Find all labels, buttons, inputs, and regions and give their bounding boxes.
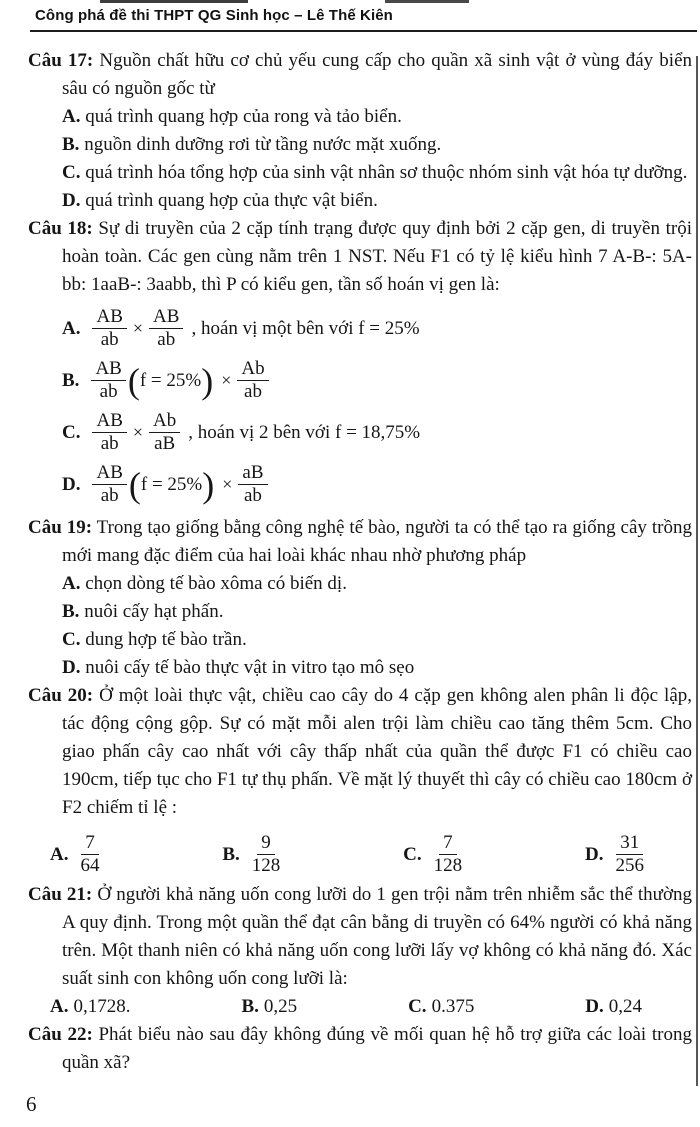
option-label: C.: [62, 162, 81, 183]
question-17-option-b: [28, 131, 692, 159]
question-18-option-a: [28, 306, 692, 351]
question-19-text: Trong tạo giống bằng công nghệ tế bào, người ta có thể tạo ra giống cây trồng mới mang đặc điểm của hai loài khác nhau nhờ phương pháp: [62, 517, 692, 566]
fraction-numerator: AB: [149, 306, 183, 329]
option-text: 0,24: [608, 996, 642, 1017]
multiply-sign: ×: [132, 318, 144, 338]
numeric-fraction: [76, 832, 103, 877]
option-text: quá trình quang hợp của rong và tảo biển.: [85, 106, 402, 127]
genotype-fraction: [92, 462, 126, 507]
option-text: 0.375: [431, 996, 475, 1017]
option-label: D.: [62, 473, 81, 495]
question-20-option-d: [585, 832, 648, 877]
genotype-fraction: [149, 306, 183, 351]
scan-artifact-top-mid: [385, 0, 469, 3]
frequency-text: ( f = 25%: [139, 369, 202, 391]
option-label: C.: [62, 421, 81, 443]
question-17-stem: [28, 47, 692, 103]
fraction-denominator: ab: [244, 381, 262, 402]
question-22-label: Câu 22:: [28, 1024, 93, 1045]
header-rule: [30, 30, 697, 32]
multiply-sign: ×: [221, 370, 232, 390]
option-text: quá trình hóa tổng hợp của sinh vật nhân sơ thuộc nhóm sinh vật hóa tự dưỡng.: [85, 162, 688, 183]
question-21-stem: [28, 881, 692, 993]
fraction-numerator: aB: [238, 462, 267, 485]
numeric-fraction: [611, 832, 648, 877]
option-label: A.: [62, 573, 81, 594]
question-21-option-d: [585, 993, 642, 1021]
fraction-denominator: ab: [157, 329, 176, 350]
question-21-label: Câu 21:: [28, 884, 93, 905]
genotype-fraction: [238, 462, 267, 507]
fraction-numerator: 31: [616, 832, 643, 855]
question-20-option-a: [50, 832, 103, 877]
option-label: B.: [222, 843, 240, 865]
option-label: D.: [584, 843, 604, 865]
question-19-option-d: [28, 654, 692, 682]
option-label: B.: [62, 134, 80, 155]
option-label: C.: [62, 629, 81, 650]
option-text: 0,1728.: [73, 996, 131, 1017]
fraction-numerator: 9: [257, 832, 275, 855]
question-21-options-row: [28, 993, 642, 1021]
genotype-fraction: [91, 358, 125, 403]
option-label: A.: [50, 843, 69, 865]
option-label: C.: [408, 996, 427, 1017]
option-text: nuôi cấy hạt phấn.: [84, 601, 224, 622]
frequency-parenthetical: [129, 467, 214, 503]
question-22-text: Phát biểu nào sau đây không đúng về mối quan hệ hỗ trợ giữa các loài trong quần xã?: [62, 1024, 692, 1073]
question-20-option-c: [403, 832, 466, 877]
fraction-denominator: ab: [244, 485, 262, 506]
exam-content: [28, 47, 692, 1077]
genotype-fraction: [92, 410, 126, 455]
page-header-title: Công phá đề thi THPT QG Sinh học – Lê Thế Kiên: [35, 7, 393, 24]
question-17-option-d: [28, 187, 692, 215]
question-19-option-c: [28, 626, 692, 654]
fraction-numerator: AB: [92, 462, 126, 485]
scan-page-edge-line: [696, 56, 698, 1086]
question-21-option-b: [241, 993, 297, 1021]
option-tail-text: , hoán vị 2 bên với f = 18,75%: [188, 421, 421, 443]
fraction-numerator: 7: [81, 832, 99, 855]
question-19-stem: [28, 514, 692, 570]
question-18-option-d: [28, 462, 692, 507]
question-18-option-c: [28, 410, 692, 455]
fraction-denominator: aB: [154, 433, 176, 454]
question-18-stem: [28, 215, 692, 299]
option-text: nguồn dinh dưỡng rơi từ tầng nước mặt xuống.: [84, 134, 442, 155]
genotype-fraction: [92, 306, 126, 351]
fraction-denominator: 256: [615, 855, 644, 876]
question-19-option-b: [28, 598, 692, 626]
fraction-numerator: 7: [439, 832, 457, 855]
question-17-option-c: [28, 159, 692, 187]
fraction-denominator: 128: [433, 855, 463, 876]
option-label: C.: [403, 843, 422, 865]
question-18-label: Câu 18:: [28, 218, 93, 239]
question-20-stem: [28, 682, 692, 822]
question-21-text: Ở người khả năng uốn cong lưỡi do 1 gen trội nằm trên nhiễm sắc thể thường A quy định. Trong một quần thể đạt cân bằng di truyền có 64% người có khả năng trên. Một thanh niên có khả năng uốn cong lưỡi lấy vợ không có khả năng đó. Xác suất sinh con không uốn cong lưỡi là:: [62, 884, 693, 989]
question-18-text: Sự di truyền của 2 cặp tính trạng được quy định bởi 2 cặp gen, di truyền trội hoàn toàn. Các gen cùng nằm trên 1 NST. Nếu F1 có tỷ lệ kiểu hình 7 A-B-: 5A-bb: 1aaB-: 3aabb, thì P có kiểu gen, tần số hoán vị gen là:: [62, 218, 692, 295]
option-text: 0,25: [263, 996, 298, 1017]
option-label: B.: [62, 369, 80, 391]
option-label: D.: [62, 657, 81, 678]
option-text: chọn dòng tế bào xôma có biến dị.: [85, 573, 347, 594]
question-17-label: Câu 17:: [28, 50, 94, 71]
option-tail-text: , hoán vị một bên với f = 25%: [191, 317, 420, 339]
question-21-option-c: [408, 993, 474, 1021]
fraction-numerator: AB: [92, 410, 126, 433]
question-21-option-a: [50, 993, 130, 1021]
option-label: B.: [62, 601, 80, 622]
fraction-denominator: ab: [100, 485, 119, 506]
frequency-text: ( f = 25%: [140, 473, 203, 495]
question-20-text: Ở một loài thực vật, chiều cao cây do 4 cặp gen không alen phân li độc lập, tác động cộng gộp. Sự có mặt mỗi alen trội làm chiều cao tăng thêm 5cm. Cho giao phấn cây cao nhất với cây thấp nhất của quần thể được F1 có chiều cao 190cm, tiếp tục cho F1 tự thụ phấn. Về mặt lý thuyết thì cây có chiều cao 180cm ở F2 chiếm tỉ lệ :: [62, 685, 693, 818]
genotype-fraction: [237, 358, 268, 403]
fraction-numerator: Ab: [237, 358, 268, 381]
numeric-fraction: [248, 832, 285, 877]
fraction-numerator: AB: [91, 358, 125, 381]
page-number: 6: [26, 1092, 37, 1116]
question-20-option-b: [222, 832, 284, 877]
fraction-denominator: 128: [251, 855, 281, 876]
question-17-text: Nguồn chất hữu cơ chủ yếu cung cấp cho quần xã sinh vật ở vùng đáy biển sâu có nguồn gốc từ: [62, 50, 693, 99]
multiply-sign: ×: [132, 422, 144, 442]
genotype-fraction: [149, 410, 180, 455]
option-label: D.: [62, 190, 81, 211]
question-19-label: Câu 19:: [28, 517, 93, 538]
option-label: D.: [585, 996, 604, 1017]
frequency-parenthetical: [128, 363, 213, 399]
question-22-stem: [28, 1021, 692, 1077]
fraction-denominator: ab: [99, 381, 118, 402]
multiply-sign: ×: [222, 474, 233, 494]
question-19-option-a: [28, 570, 692, 598]
question-20-options-row: [28, 832, 648, 877]
scan-artifact-top-left: [100, 0, 248, 3]
option-label: A.: [50, 996, 69, 1017]
option-text: nuôi cấy tế bào thực vật in vitro tạo mô sẹo: [85, 657, 415, 678]
fraction-numerator: Ab: [149, 410, 180, 433]
option-label: A.: [62, 317, 81, 339]
option-text: dung hợp tế bào trần.: [85, 629, 247, 650]
option-label: A.: [62, 106, 81, 127]
fraction-denominator: ab: [100, 329, 119, 350]
fraction-denominator: ab: [100, 433, 119, 454]
fraction-numerator: AB: [92, 306, 126, 329]
option-text: quá trình quang hợp của thực vật biển.: [85, 190, 378, 211]
question-18-option-b: [28, 358, 692, 403]
fraction-denominator: 64: [80, 855, 100, 876]
numeric-fraction: [430, 832, 467, 877]
question-20-label: Câu 20:: [28, 685, 94, 706]
question-17-option-a: [28, 103, 692, 131]
option-label: B.: [241, 996, 259, 1017]
